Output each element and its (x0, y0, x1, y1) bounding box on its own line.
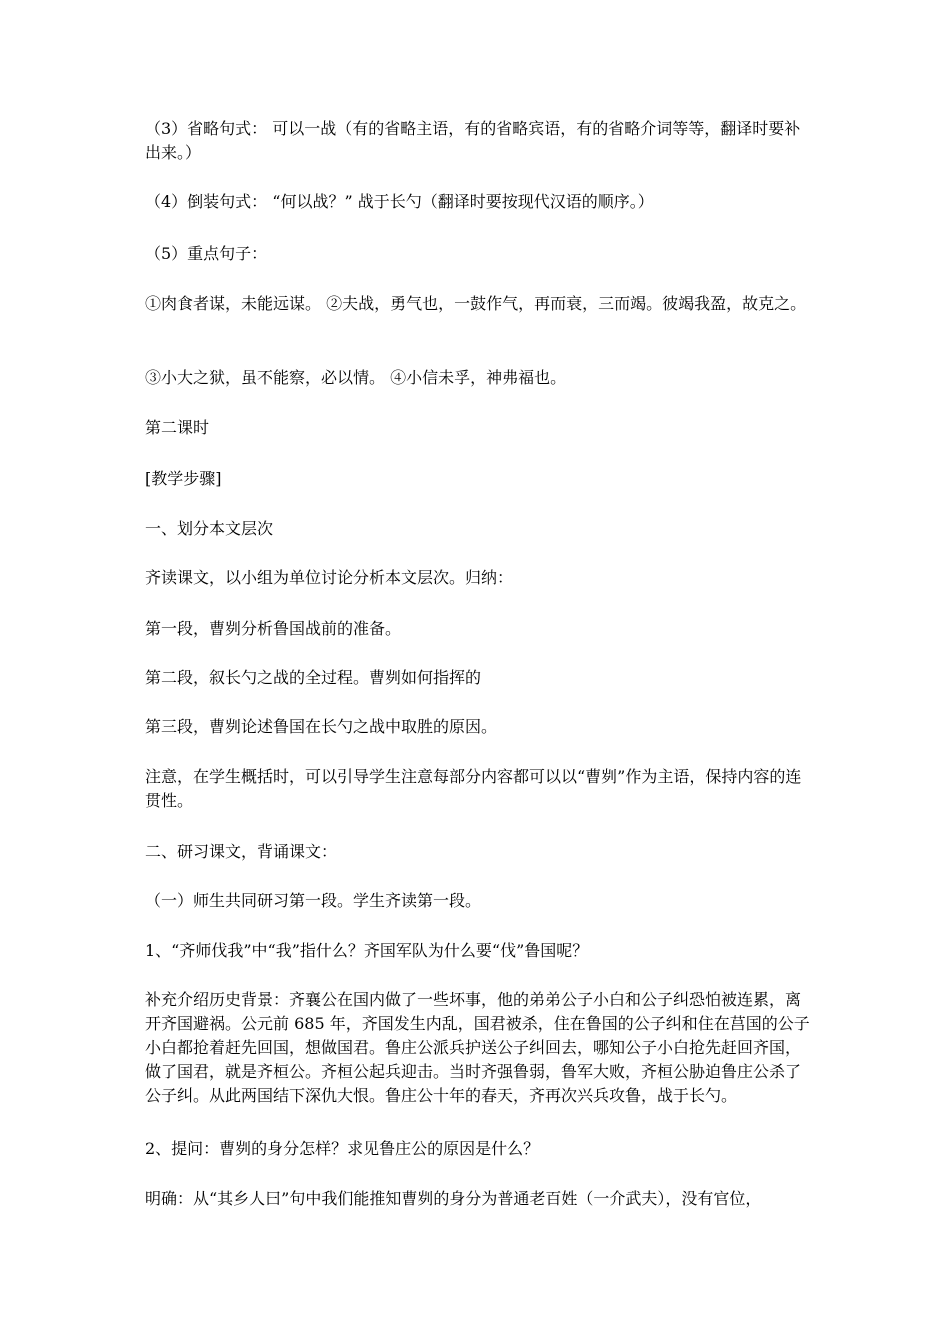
paragraph-answer: 明确：从“其乡人曰”句中我们能推知曹刿的身分为普通老百姓（一介武夫），没有官位， (145, 1189, 762, 1208)
paragraph-reading-instruction: 齐读课文，以小组为单位讨论分析本文层次。归纳： (145, 568, 514, 587)
paragraph-part-three: 第三段，曹刿论述鲁国在长勺之战中取胜的原因。 (145, 717, 498, 736)
section-heading-structure: 一、划分本文层次 (145, 519, 274, 538)
paragraph-study-part-one: （一）师生共同研习第一段。学生齐读第一段。 (145, 891, 482, 910)
paragraph-key-sentences-heading: （5）重点句子： (145, 244, 268, 263)
paragraph-part-two: 第二段，叙长勺之战的全过程。曹刿如何指挥的 (145, 668, 482, 687)
paragraph-note: 注意，在学生概括时，可以引导学生注意每部分内容都可以以“曹刿”作为主语，保持内容的连贯性。 (145, 767, 802, 810)
paragraph-key-sentences-3-4: ③小大之狱，虽不能察，必以情。 ④小信未孚，神弗福也。 (145, 368, 567, 387)
paragraph-ellipsis-sentence: （3）省略句式： 可以一战（有的省略主语，有的省略宾语，有的省略介词等等，翻译时要补出来。） (145, 119, 801, 162)
paragraph-part-one: 第一段，曹刿分析鲁国战前的准备。 (145, 619, 402, 638)
teaching-steps-heading: [教学步骤] (145, 469, 222, 488)
paragraph-inverted-sentence: （4）倒装句式： “何以战？” 战于长勺（翻译时要按现代汉语的顺序。） (145, 192, 654, 211)
section-heading-study: 二、研习课文，背诵课文： (145, 842, 338, 861)
lesson-title: 第二课时 (145, 418, 210, 437)
paragraph-key-sentences-1-2: ①肉食者谋，未能远谋。 ②夫战，勇气也，一鼓作气，再而衰，三而竭。彼竭我盈，故克之。 (145, 294, 807, 313)
paragraph-history-background: 补充介绍历史背景：齐襄公在国内做了一些坏事，他的弟弟公子小白和公子纠恐怕被连累，离开齐国避祸。公元前 685 年，齐国发生内乱，国君被杀，住在鲁国的公子纠和住在莒国的公子小白都抢着赶先回国，想做国君。鲁庄公派兵护送公子纠回去，哪知公子小白抢先赶回齐国，做了国君，就是齐桓公。齐桓公起兵迎击。当时齐强鲁弱，鲁军大败，齐桓公胁迫鲁庄公杀了公子纠。从此两国结下深仇大恨。鲁庄公十年的春天，齐再次兴兵攻鲁，战于长勺。 (145, 990, 810, 1105)
question-1: 1、“齐师伐我”中“我”指什么？齐国军队为什么要“伐”鲁国呢？ (145, 941, 589, 960)
question-2: 2、提问：曹刿的身分怎样？求见鲁庄公的原因是什么？ (145, 1139, 540, 1158)
